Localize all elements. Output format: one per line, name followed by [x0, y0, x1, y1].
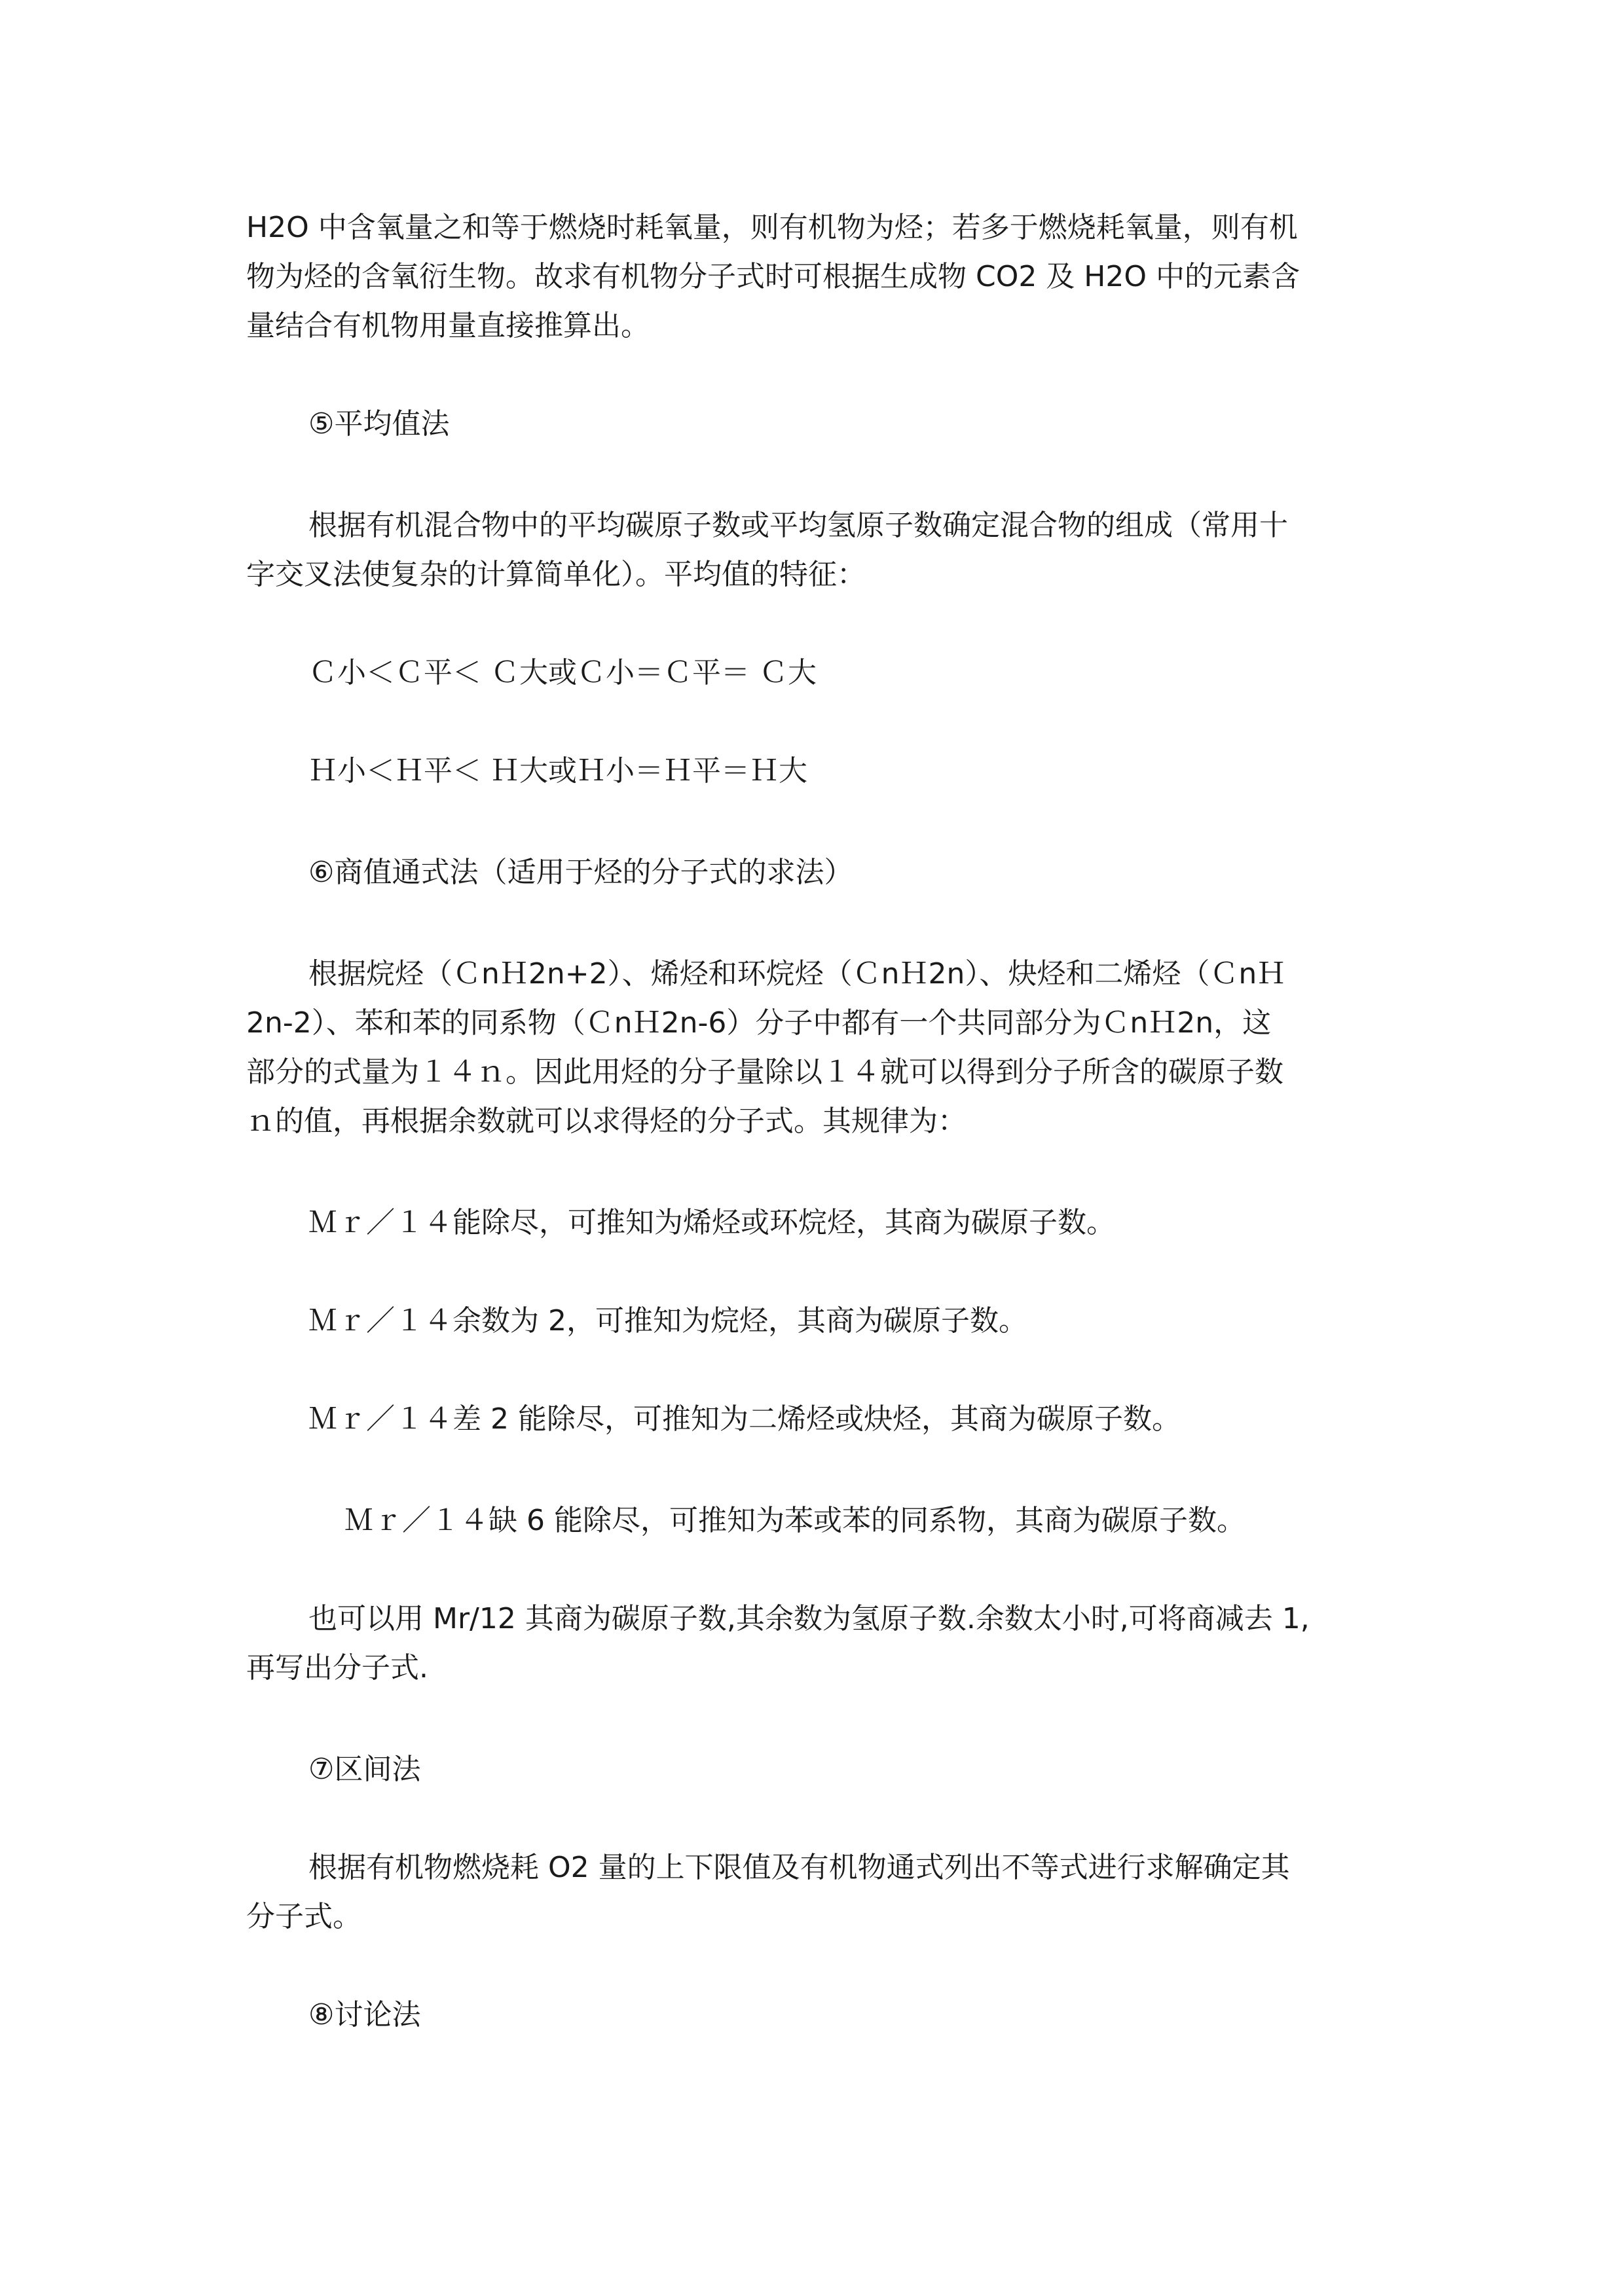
section-heading-average-method [246, 399, 1454, 448]
heading-text: ⑦区间法 [308, 1753, 421, 1786]
section-heading-discussion-method [246, 1990, 1454, 2039]
section-heading-interval-method [246, 1745, 1454, 1794]
paragraph-mr12-method [246, 1594, 1392, 1692]
heading-text: ⑤平均值法 [308, 407, 450, 441]
text-line: H2O 中含氧量之和等于燃烧时耗氧量，则有机物为烃；若多于燃烧耗氧量，则有机 [246, 211, 1298, 244]
paragraph-quotient-method [246, 949, 1392, 1146]
text-line: 物为烃的含氧衍生物。故求有机物分子式时可根据生成物 CO2 及 H2O 中的元素含 [246, 260, 1301, 293]
paragraph-combustion-oxygen [246, 203, 1392, 350]
formula-text: Ｃ小＜Ｃ平＜ Ｃ大或Ｃ小＝Ｃ平＝ Ｃ大 [308, 656, 817, 689]
text-line: 也可以用 Mr/12 其商为碳原子数,其余数为氢原子数.余数太小时,可将商减去 1, [308, 1602, 1310, 1635]
text-line: 分子式。 [246, 1900, 361, 1933]
rule-remainder-2 [246, 1296, 1454, 1345]
text-line: 2n-2）、苯和苯的同系物（ＣnＨ2n-6）分子中都有一个共同部分为ＣnＨ2n，这 [246, 1006, 1272, 1040]
text-line: 部分的式量为１４ｎ。因此用烃的分子量除以１４就可以得到分子所含的碳原子数 [246, 1055, 1283, 1089]
rule-text: Ｍｒ／１４能除尽，可推知为烯烃或环烷烃，其商为碳原子数。 [308, 1206, 1115, 1239]
heading-text: ⑧讨论法 [308, 1998, 421, 2032]
text-line: 字交叉法使复杂的计算简单化）。平均值的特征： [246, 558, 866, 591]
rule-text: Ｍｒ／１４缺 6 能除尽，可推知为苯或苯的同系物，其商为碳原子数。 [344, 1504, 1246, 1537]
text-line: 根据有机混合物中的平均碳原子数或平均氢原子数确定混合物的组成（常用十 [308, 509, 1288, 542]
rule-divisible [246, 1198, 1454, 1247]
heading-text: ⑥商值通式法（适用于烃的分子式的求法） [308, 856, 853, 889]
rule-text: Ｍｒ／１４余数为 2，可推知为烷烃，其商为碳原子数。 [308, 1304, 1027, 1338]
paragraph-average-method [246, 501, 1392, 599]
rule-short-6 [246, 1496, 1490, 1545]
text-line: 根据有机物燃烧耗 O2 量的上下限值及有机物通式列出不等式进行求解确定其 [308, 1851, 1290, 1884]
text-line: 量结合有机物用量直接推算出。 [246, 309, 650, 342]
formula-carbon-average [246, 648, 1454, 697]
formula-hydrogen-average [246, 746, 1454, 795]
formula-text: Ｈ小＜Ｈ平＜ Ｈ大或Ｈ小＝Ｈ平＝Ｈ大 [308, 754, 807, 788]
paragraph-interval-method [246, 1843, 1392, 1941]
text-line: 根据烷烃（ＣnＨ2n+2）、烯烃和环烷烃（ＣnＨ2n）、炔烃和二烯烃（ＣnＨ [308, 957, 1286, 991]
rule-short-2 [246, 1394, 1454, 1444]
document-page [246, 0, 1392, 2296]
text-line: 再写出分子式. [246, 1651, 428, 1685]
section-heading-quotient-method [246, 848, 1454, 897]
text-line: ｎ的值，再根据余数就可以求得烃的分子式。其规律为： [246, 1104, 967, 1138]
rule-text: Ｍｒ／１４差 2 能除尽，可推知为二烯烃或炔烃，其商为碳原子数。 [308, 1402, 1181, 1436]
